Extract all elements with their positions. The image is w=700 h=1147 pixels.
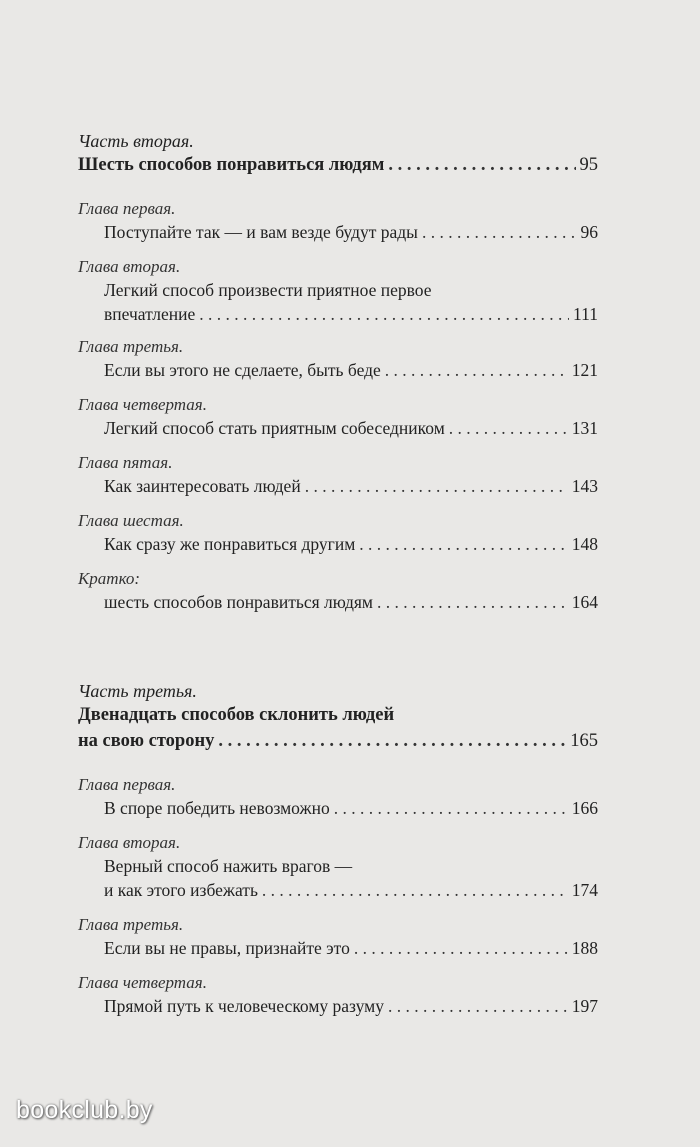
chapter-title: Прямой путь к человеческому разуму: [104, 996, 384, 1016]
chapter-entry: [78, 452, 598, 498]
leader-dots: [218, 728, 566, 754]
toc-row: [78, 994, 598, 1018]
chapter-entry: [78, 568, 598, 614]
leader-dots: [388, 994, 568, 1018]
part-title-line: Двенадцать способов склонить людей: [78, 705, 395, 725]
chapter-entry: [78, 336, 598, 382]
toc-row: [78, 728, 598, 754]
toc-row: [78, 936, 598, 960]
toc-row: [78, 590, 598, 614]
chapter-label: Глава третья.: [78, 915, 184, 934]
leader-dots: [199, 302, 569, 326]
chapter-entry: [78, 972, 598, 1018]
chapter-entry: [78, 198, 598, 244]
part-heading: [78, 130, 598, 178]
chapter-label: Кратко:: [78, 569, 141, 588]
leader-dots: [305, 474, 568, 498]
chapter-title: Если вы этого не сделаете, быть беде: [104, 360, 381, 380]
chapter-entry: [78, 774, 598, 820]
leader-dots: [388, 152, 575, 178]
leader-dots: [262, 878, 568, 902]
chapter-title: Поступайте так — и вам везде будут рады: [104, 222, 418, 242]
toc-row: [78, 302, 598, 326]
chapter-entry: [78, 510, 598, 556]
leader-dots: [385, 358, 568, 382]
leader-dots: [359, 532, 567, 556]
page-number: 121: [571, 360, 598, 380]
part-heading: [78, 680, 598, 754]
toc-row: [78, 358, 598, 382]
page-number: 111: [573, 304, 598, 324]
chapter-entry: [78, 914, 598, 960]
page-number: 148: [571, 534, 598, 554]
chapter-title: Как заинтересовать людей: [104, 476, 301, 496]
toc-row: [78, 878, 598, 902]
page-number: 188: [571, 938, 598, 958]
page-number: 96: [580, 222, 598, 242]
chapter-label: Глава четвертая.: [78, 395, 207, 414]
page-number: 165: [570, 731, 598, 751]
chapter-entry: [78, 256, 598, 326]
page-number: 143: [571, 476, 598, 496]
toc-row: [78, 220, 598, 244]
page-number: 174: [571, 880, 598, 900]
chapter-label: Глава четвертая.: [78, 973, 207, 992]
part-label: Часть вторая.: [78, 131, 194, 151]
chapter-title: шесть способов понравиться людям: [104, 592, 373, 612]
part-title: на свою сторону: [78, 731, 215, 751]
page-number: 166: [571, 798, 598, 818]
chapter-title-line: Верный способ нажить врагов —: [104, 856, 353, 876]
watermark: bookclub.by: [16, 1096, 153, 1124]
chapter-label: Глава пятая.: [78, 453, 173, 472]
chapter-label: Глава первая.: [78, 775, 176, 794]
toc-row: [78, 474, 598, 498]
chapter-label: Глава первая.: [78, 199, 176, 218]
chapter-label: Глава третья.: [78, 337, 184, 356]
chapter-title: и как этого избежать: [104, 880, 258, 900]
chapter-label: Глава вторая.: [78, 833, 181, 852]
chapter-title: Как сразу же понравиться другим: [104, 534, 356, 554]
part-label: Часть третья.: [78, 681, 197, 701]
toc-row: [78, 796, 598, 820]
page-number: 164: [571, 592, 598, 612]
page-number: 95: [579, 155, 598, 175]
leader-dots: [334, 796, 568, 820]
leader-dots: [354, 936, 568, 960]
chapter-title: Легкий способ стать приятным собеседником: [104, 418, 445, 438]
chapter-entry: [78, 832, 598, 902]
page-number: 197: [571, 996, 598, 1016]
page-number: 131: [571, 418, 598, 438]
chapter-title: впечатление: [104, 304, 196, 324]
leader-dots: [377, 590, 568, 614]
chapter-title: В споре победить невозможно: [104, 798, 330, 818]
chapter-title: Если вы не правы, признайте это: [104, 938, 350, 958]
toc-row: [78, 152, 598, 178]
leader-dots: [422, 220, 577, 244]
chapter-entry: [78, 394, 598, 440]
toc-row: [78, 532, 598, 556]
chapter-label: Глава вторая.: [78, 257, 181, 276]
toc-row: [78, 416, 598, 440]
leader-dots: [449, 416, 568, 440]
part-title: Шесть способов понравиться людям: [78, 155, 385, 175]
chapter-title-line: Легкий способ произвести приятное первое: [104, 280, 432, 300]
chapter-label: Глава шестая.: [78, 511, 184, 530]
